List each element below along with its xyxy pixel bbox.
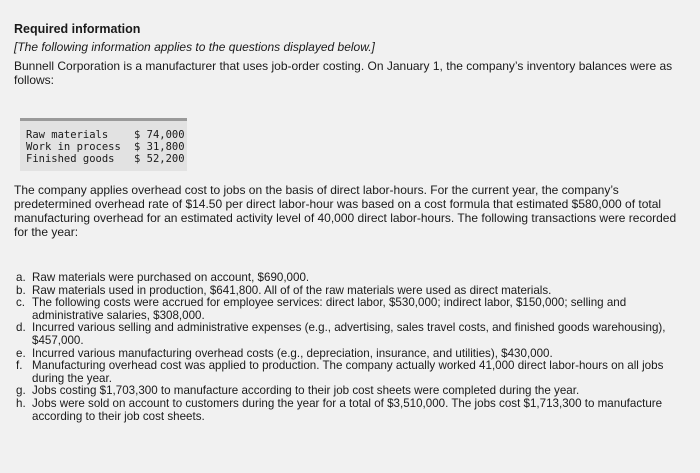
intro-paragraph: Bunnell Corporation is a manufacturer that uses job-order costing. On January 1, the company’s inventory balances were as follows: [14,59,673,87]
item-text: Incurred various manufacturing overhead costs (e.g., depreciation, insurance, and utilities), $430,000. [32,346,553,360]
item-marker: d. [16,321,26,335]
list-item [14,398,694,423]
item-text: Raw materials were purchased on account, $690,000. [32,271,310,284]
item-text: Jobs were sold on account to customers during the year for a total of $3,510,000. The jobs cost $1,713,300 to manufacture according to their job cost sheets. [32,396,663,423]
item-marker: g. [16,384,26,398]
instruction-note: [The following information applies to the questions displayed below.] [14,40,375,54]
item-text: The following costs were accrued for employee services: direct labor, $530,000; indirect labor, $150,000; selling and administrative salaries, $308,000. [32,296,627,322]
item-text: Jobs costing $1,703,300 to manufacture according to their job cost sheets were completed during the year. [32,384,580,398]
required-information-heading: Required information [14,22,141,36]
item-marker: a. [16,271,26,284]
item-text: Raw materials used in production, $641,800. All of of the raw materials were used as direct materials. [32,283,552,297]
row-value: $ 74,000 [134,129,185,141]
item-text: Incurred various selling and administrative expenses (e.g., advertising, sales travel costs, and finished goods warehousing), $457,000. [32,321,666,347]
overhead-paragraph: The company applies overhead cost to jobs on the basis of direct labor-hours. For the current year, the company’s predetermined overhead rate of $14.50 per direct labor-hour was based on a cost formula that estimated $580,000 of total manufacturing overhead for an estimated activity level of 40,000 direct labor-hours. The following transactions were recorded for the year: [14,183,677,239]
list-item [14,322,694,347]
item-text: Manufacturing overhead cost was applied to production. The company actually worked 41,000 direct labor-hours on all jobs during the year. [32,359,664,385]
table-row [26,153,186,165]
item-marker: b. [16,283,26,297]
item-marker: h. [16,396,26,410]
table-row [26,129,186,141]
item-marker: c. [16,296,26,310]
list-item [14,297,694,322]
list-item [14,360,694,385]
row-label: Work in process [26,141,121,153]
item-marker: e. [16,346,26,360]
row-value: $ 31,800 [134,141,185,153]
inventory-balances-table [20,118,187,171]
row-label: Raw materials [26,129,109,141]
transactions-list [14,272,694,423]
item-marker: f. [16,359,23,373]
row-label: Finished goods [26,153,115,165]
table-row [26,141,186,153]
row-value: $ 52,200 [134,153,185,165]
